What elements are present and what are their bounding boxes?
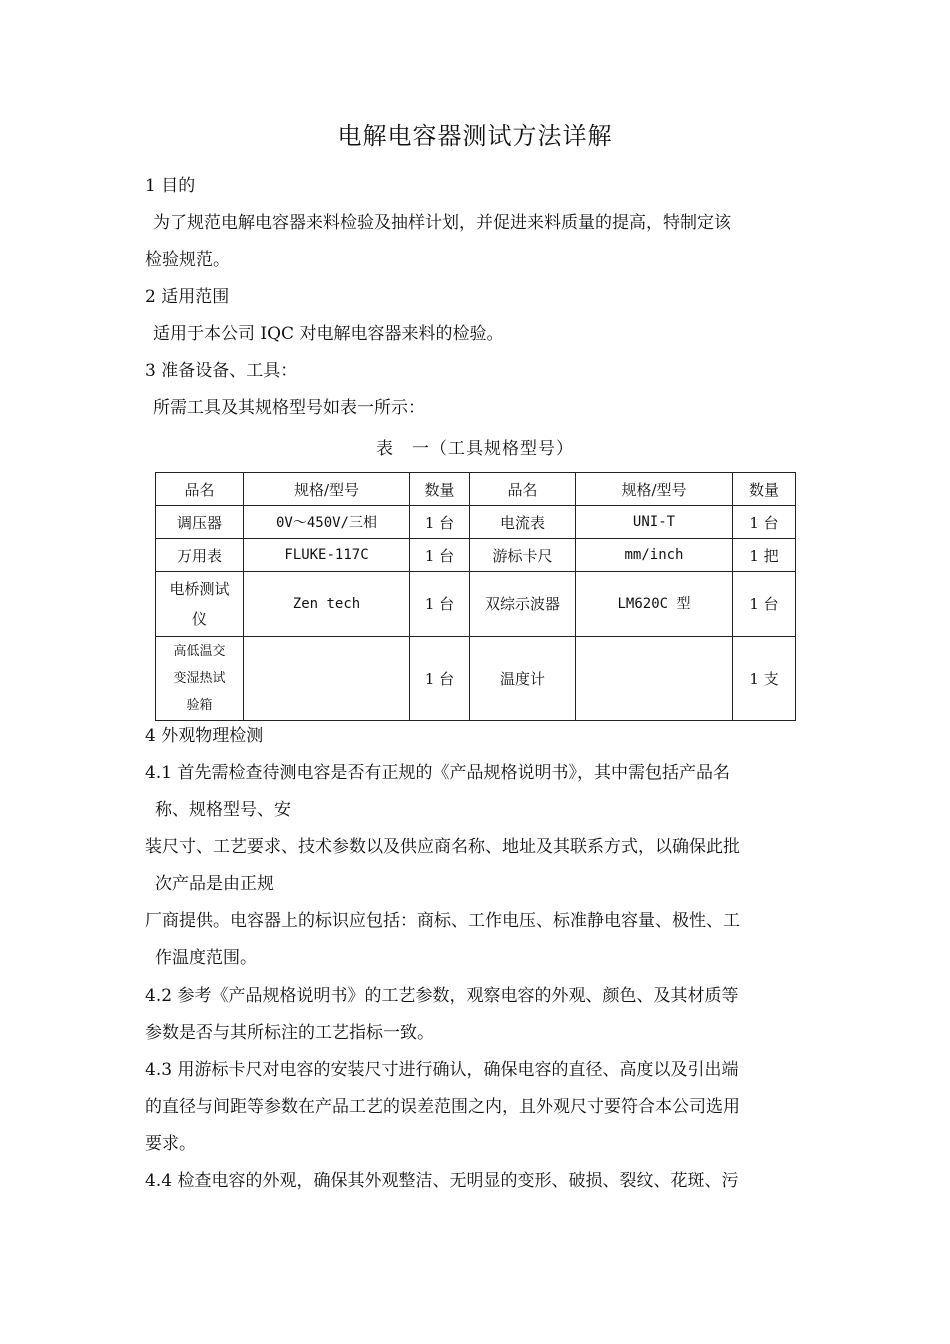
section-1-text: 检验规范。 xyxy=(145,250,230,270)
table-cell: 温度计 xyxy=(470,637,576,721)
section-4-3-text: 的直径与间距等参数在产品工艺的误差范围之内，且外观尺寸要符合本公司选用 xyxy=(145,1097,740,1117)
table-row xyxy=(156,637,796,721)
table-row xyxy=(156,539,796,572)
table-header-cell: 规格/型号 xyxy=(244,473,410,506)
section-4-heading: 4 外观物理检测 xyxy=(145,726,264,746)
table-cell: 1 台 xyxy=(733,572,796,637)
cell-line: 高低温交 xyxy=(173,644,226,659)
document-title: 电解电容器测试方法详解 xyxy=(337,122,613,150)
cell-line: 变湿热试 xyxy=(173,671,226,686)
table-caption: 表 一（工具规格型号） xyxy=(376,439,574,459)
table-cell: UNI-T xyxy=(576,506,733,539)
table-cell: 电流表 xyxy=(470,506,576,539)
section-4-3-text: 4.3 用游标卡尺对电容的安装尺寸进行确认，确保电容的直径、高度以及引出端 xyxy=(145,1060,739,1080)
table-row xyxy=(156,572,796,637)
table-cell: 1 台 xyxy=(410,572,470,637)
table-cell: Zen tech xyxy=(244,572,410,637)
section-4-1-text: 次产品是由正规 xyxy=(155,874,274,894)
section-4-1-text: 装尺寸、工艺要求、技术参数以及供应商名称、地址及其联系方式，以确保此批 xyxy=(145,837,740,857)
section-1-text: 为了规范电解电容器来料检验及抽样计划，并促进来料质量的提高，特制定该 xyxy=(153,213,731,233)
table-cell: 万用表 xyxy=(156,539,244,572)
section-4-3-text: 要求。 xyxy=(145,1134,196,1154)
table-cell: 1 台 xyxy=(733,506,796,539)
table-cell: FLUKE-117C xyxy=(244,539,410,572)
table-cell: 1 支 xyxy=(733,637,796,721)
section-4-2-text: 参数是否与其所标注的工艺指标一致。 xyxy=(145,1023,434,1043)
table-row xyxy=(156,506,796,539)
table-cell xyxy=(156,637,244,721)
section-4-2-text: 4.2 参考《产品规格说明书》的工艺参数，观察电容的外观、颜色、及其材质等 xyxy=(145,986,739,1006)
table-cell: 双综示波器 xyxy=(470,572,576,637)
section-3-text: 所需工具及其规格型号如表一所示： xyxy=(153,398,425,418)
section-2-text: 适用于本公司 IQC 对电解电容器来料的检验。 xyxy=(153,324,504,344)
table-header-row xyxy=(156,473,796,506)
table-cell: 游标卡尺 xyxy=(470,539,576,572)
table-header-cell: 规格/型号 xyxy=(576,473,733,506)
table-cell: mm/inch xyxy=(576,539,733,572)
section-4-4-text: 4.4 检查电容的外观，确保其外观整洁、无明显的变形、破损、裂纹、花斑、污 xyxy=(145,1171,739,1191)
section-4-1-text: 作温度范围。 xyxy=(155,948,257,968)
table-cell: 调压器 xyxy=(156,506,244,539)
table-cell: 0V～450V/三相 xyxy=(244,506,410,539)
table-header-cell: 品名 xyxy=(470,473,576,506)
section-4-1-text: 4.1 首先需检查待测电容是否有正规的《产品规格说明书》，其中需包括产品名 xyxy=(145,763,730,783)
tools-table xyxy=(155,472,796,721)
table-header-cell: 数量 xyxy=(733,473,796,506)
table-header-cell: 数量 xyxy=(410,473,470,506)
table-cell xyxy=(244,637,410,721)
section-4-1-text: 称、规格型号、安 xyxy=(155,800,291,820)
table-cell: 1 台 xyxy=(410,637,470,721)
section-1-heading: 1 目的 xyxy=(145,176,196,196)
table-cell xyxy=(156,572,244,637)
table-header-cell: 品名 xyxy=(156,473,244,506)
table-cell: 1 把 xyxy=(733,539,796,572)
cell-line: 仪 xyxy=(191,610,207,628)
cell-line: 电桥测试 xyxy=(169,580,230,598)
table-cell: 1 台 xyxy=(410,506,470,539)
cell-line: 验箱 xyxy=(186,698,213,713)
section-2-heading: 2 适用范围 xyxy=(145,287,230,307)
table-cell: 1 台 xyxy=(410,539,470,572)
section-3-heading: 3 准备设备、工具： xyxy=(145,361,298,381)
section-4-1-text: 厂商提供。电容器上的标识应包括：商标、工作电压、标准静电容量、极性、工 xyxy=(145,911,740,931)
table-cell: LM620C 型 xyxy=(576,572,733,637)
table-cell xyxy=(576,637,733,721)
